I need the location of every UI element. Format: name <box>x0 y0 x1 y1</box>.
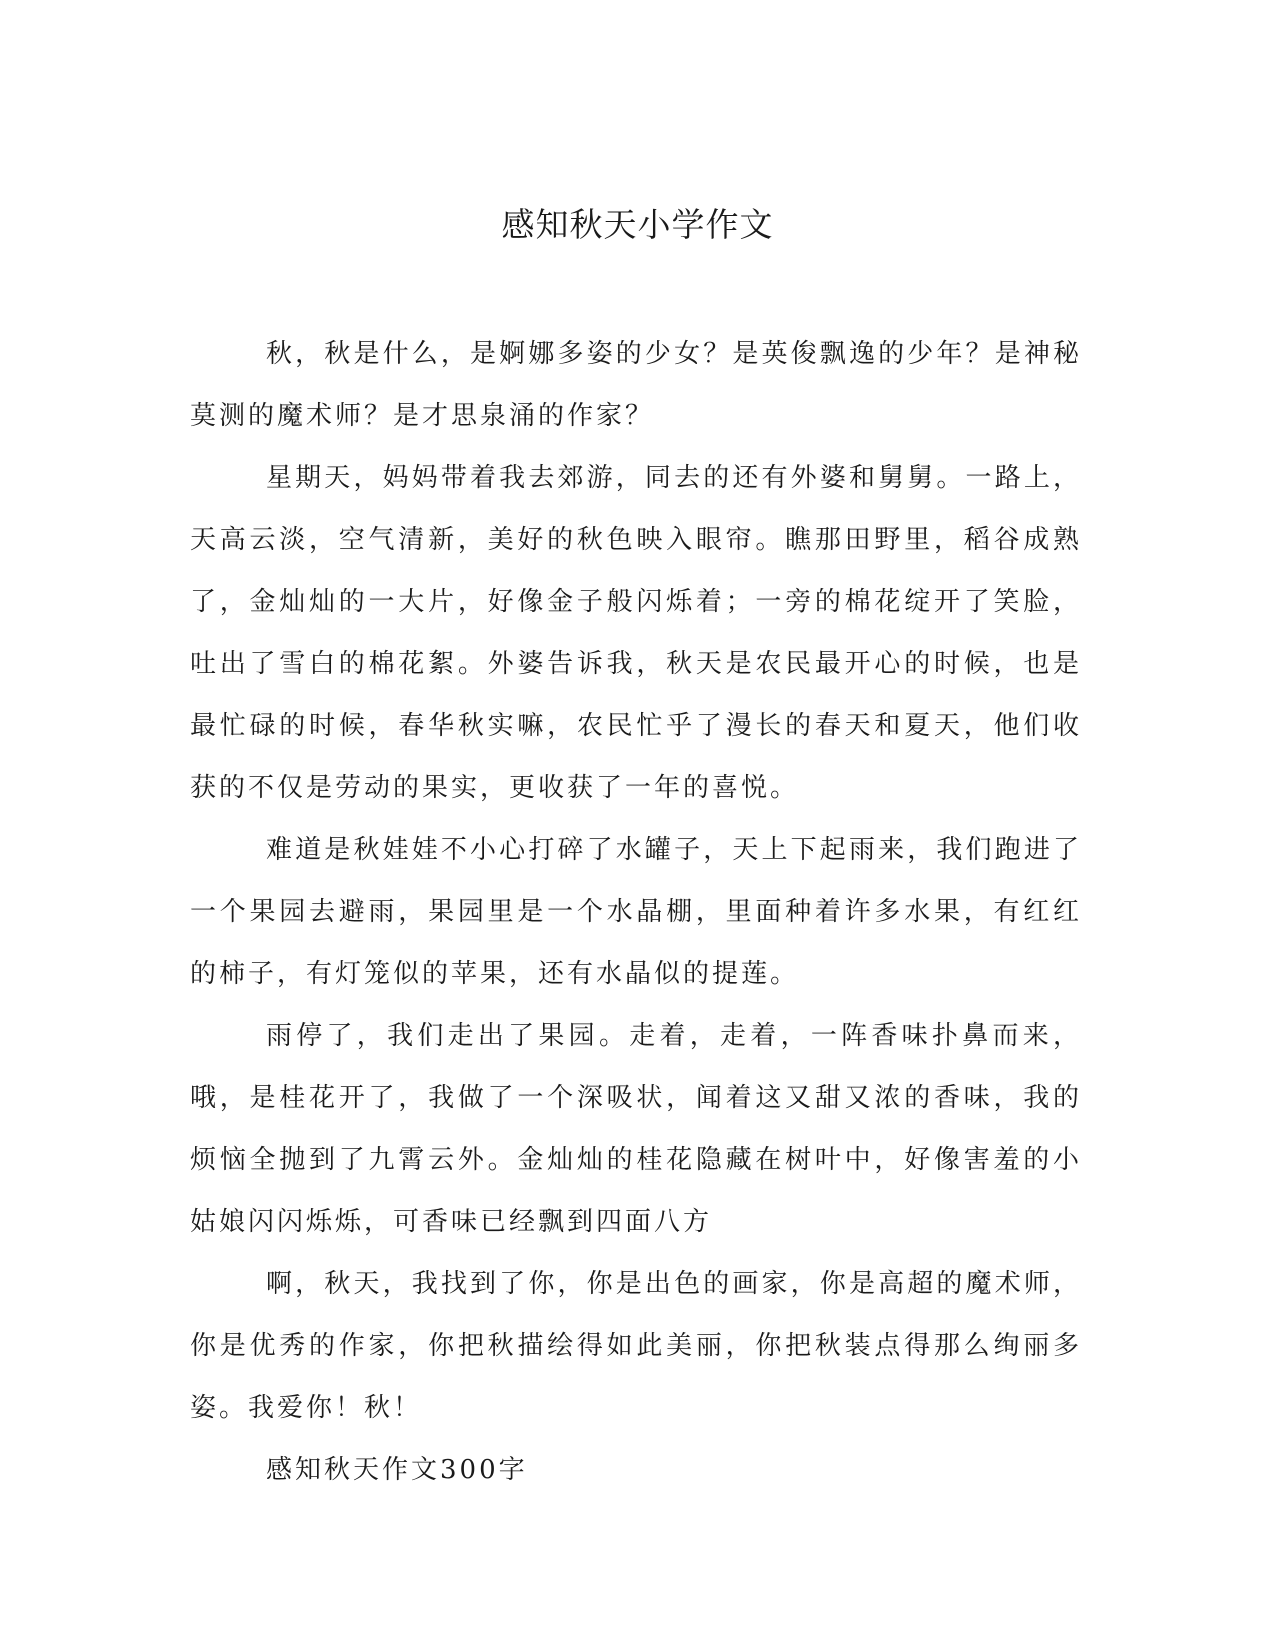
paragraph-1: 秋，秋是什么，是婀娜多姿的少女？是英俊飘逸的少年？是神秘莫测的魔术师？是才思泉涌的作家？ <box>190 339 1082 431</box>
essay-body <box>190 323 1082 1501</box>
document-title: 感知秋天小学作文 <box>501 205 774 244</box>
paragraph-3: 难道是秋娃娃不小心打碎了水罐子，天上下起雨来，我们跑进了一个果园去避雨，果园里是一个水晶棚，里面种着许多水果，有红红的柿子，有灯笼似的苹果，还有水晶似的提莲。 <box>190 835 1082 989</box>
paragraph-5: 啊，秋天，我找到了你，你是出色的画家，你是高超的魔术师，你是优秀的作家，你把秋描绘得如此美丽，你把秋装点得那么绚丽多姿。我爱你！秋！ <box>190 1269 1082 1423</box>
next-essay-heading: 感知秋天作文300字 <box>266 1455 528 1485</box>
paragraph-2: 星期天，妈妈带着我去郊游，同去的还有外婆和舅舅。一路上，天高云淡，空气清新，美好的秋色映入眼帘。瞧那田野里，稻谷成熟了，金灿灿的一大片，好像金子般闪烁着；一旁的棉花绽开了笑脸，吐出了雪白的棉花絮。外婆告诉我，秋天是农民最开心的时候，也是最忙碌的时候，春华秋实嘛，农民忙乎了漫长的春天和夏天，他们收获的不仅是劳动的果实，更收获了一年的喜悦。 <box>190 463 1082 803</box>
paragraph-4: 雨停了，我们走出了果园。走着，走着，一阵香味扑鼻而来，哦，是桂花开了，我做了一个深吸状，闻着这又甜又浓的香味，我的烦恼全抛到了九霄云外。金灿灿的桂花隐藏在树叶中，好像害羞的小姑娘闪闪烁烁，可香味已经飘到四面八方 <box>190 1021 1082 1237</box>
